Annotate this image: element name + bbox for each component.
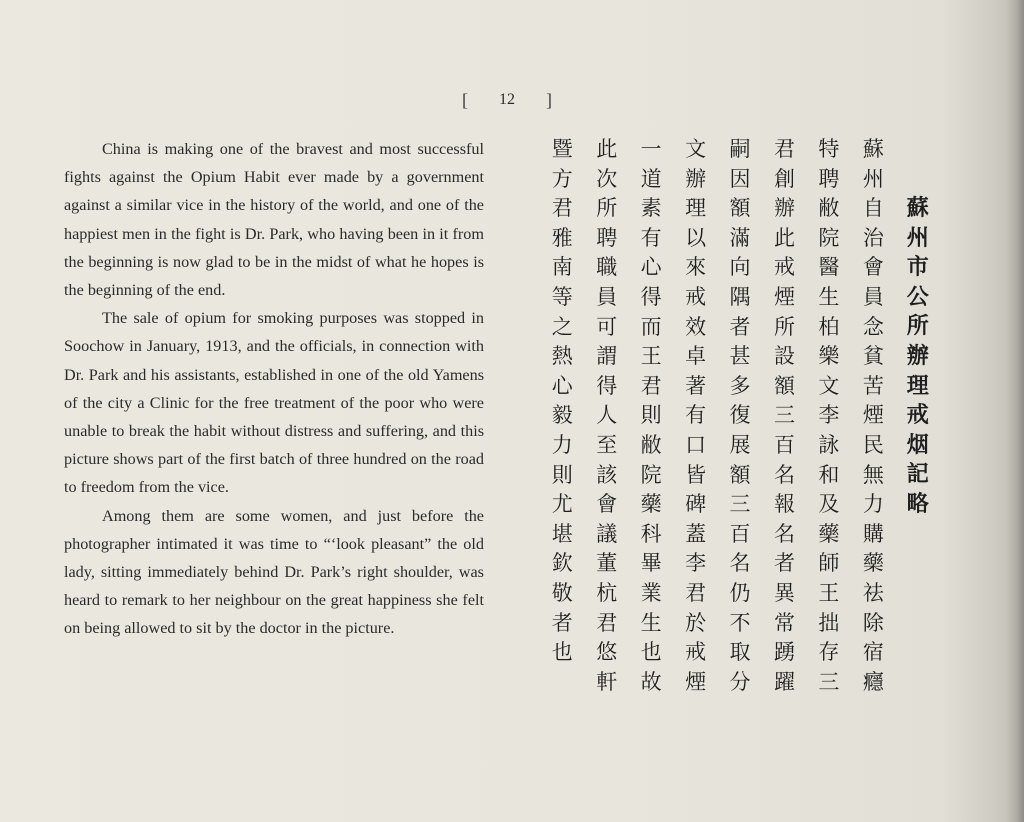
chinese-char: 君: [773, 137, 795, 161]
chinese-char: 者: [773, 551, 795, 576]
page-number-value: 12: [499, 91, 515, 108]
chinese-char: 君: [596, 610, 618, 635]
chinese-char: 展: [729, 432, 751, 457]
chinese-char: 至: [596, 432, 618, 457]
chinese-char: 暨: [551, 137, 573, 161]
chinese-char: 力: [551, 432, 573, 457]
chinese-char: 杭: [596, 580, 618, 605]
chinese-char: 和: [818, 462, 840, 487]
chinese-char: 院: [818, 225, 840, 250]
chinese-char: 一: [640, 137, 662, 161]
chinese-char: 詠: [818, 432, 840, 457]
chinese-char: 名: [773, 521, 795, 546]
chinese-char: 君: [551, 196, 573, 221]
chinese-char: 額: [729, 196, 751, 221]
chinese-char: 董: [596, 551, 618, 576]
chinese-char: 師: [818, 551, 840, 576]
chinese-char: 畢: [640, 551, 662, 576]
chinese-char: 熱: [551, 344, 573, 369]
chinese-char: 有: [685, 403, 707, 428]
chinese-column-1: [851, 135, 895, 765]
chinese-char: 自: [862, 196, 884, 221]
chinese-char: 多: [729, 373, 751, 398]
page-number-right-bracket: ]: [546, 89, 552, 110]
chinese-column-5: [673, 135, 717, 765]
chinese-column-7: [585, 135, 629, 765]
chinese-char: 存: [818, 640, 840, 665]
chinese-char: 三: [729, 492, 751, 517]
chinese-char: 拙: [818, 610, 840, 635]
chinese-char: 也: [551, 640, 573, 665]
chinese-char: 州: [862, 166, 884, 191]
chinese-char: 蓋: [685, 521, 707, 546]
chinese-char: 貧: [862, 344, 884, 369]
page-number: [462, 88, 552, 112]
chinese-char: 因: [729, 166, 751, 191]
chinese-char: 向: [729, 255, 751, 280]
chinese-char: 名: [729, 551, 751, 576]
chinese-char: 煙: [685, 669, 707, 694]
chinese-char: 三: [773, 403, 795, 428]
chinese-char: 所: [596, 196, 618, 221]
chinese-char: 院: [640, 462, 662, 487]
chinese-char: 著: [685, 373, 707, 398]
chinese-char: 異: [773, 580, 795, 605]
chinese-char: 仍: [729, 580, 751, 605]
chinese-char: 科: [640, 521, 662, 546]
chinese-column-3: [762, 135, 806, 765]
chinese-char: 會: [862, 255, 884, 280]
chinese-char: 該: [596, 462, 618, 487]
chinese-char: 治: [862, 225, 884, 250]
chinese-title-char: 略: [906, 491, 929, 517]
chinese-char: 額: [773, 373, 795, 398]
chinese-char: 此: [596, 137, 618, 161]
chinese-char: 聘: [818, 166, 840, 191]
chinese-char: 者: [729, 314, 751, 339]
chinese-char: 則: [551, 462, 573, 487]
chinese-title-char: 公: [906, 284, 929, 310]
chinese-char: 故: [640, 669, 662, 694]
chinese-char: 以: [685, 225, 707, 250]
chinese-char: 職: [596, 255, 618, 280]
chinese-title-char: 理: [906, 373, 929, 399]
chinese-char: 創: [773, 166, 795, 191]
chinese-char: 雅: [551, 225, 573, 250]
chinese-char: 有: [640, 225, 662, 250]
chinese-char: 煙: [862, 403, 884, 428]
chinese-char: 者: [551, 610, 573, 635]
chinese-char: 碑: [685, 492, 707, 517]
chinese-title-char: 戒: [906, 403, 929, 429]
chinese-char: 醫: [818, 255, 840, 280]
chinese-char: 購: [862, 521, 884, 546]
chinese-char: 敝: [818, 196, 840, 221]
chinese-char: 辦: [773, 196, 795, 221]
chinese-char: 尤: [551, 492, 573, 517]
chinese-char: 軒: [596, 669, 618, 694]
chinese-char: 念: [862, 314, 884, 339]
chinese-char: 業: [640, 580, 662, 605]
page-number-left-bracket: [: [462, 89, 468, 110]
chinese-char: 戒: [685, 284, 707, 309]
chinese-char: 謂: [596, 344, 618, 369]
chinese-char: 戒: [685, 640, 707, 665]
chinese-title-char: 所: [906, 314, 929, 340]
chinese-title-char: 州: [906, 225, 929, 251]
chinese-char: 除: [862, 610, 884, 635]
chinese-char: 祛: [862, 580, 884, 605]
chinese-char: 生: [818, 284, 840, 309]
chinese-char: 額: [729, 462, 751, 487]
chinese-title-char: 市: [906, 255, 929, 281]
english-paragraph-2: The sale of opium for smoking purposes was stopped in Soochow in January, 1913, and the officials, in connection with Dr. Park and his assistants, established in one of the old Yamens of the city a Clinic for the free treatment of the poor who were unable to break the habit without distress and suffering, and this picture shows part of the first batch of three hundred on the road to freedom from the vice.: [64, 309, 484, 497]
english-paragraph-3: Among them are some women, and just before the photographer intimated it was time to “‘look pleasant” the old lady, sitting immediately behind Dr. Park’s right shoulder, was heard to remark to her neighbour on the great happiness she felt on being allowed to sit by the doctor in the picture.: [64, 506, 484, 638]
chinese-char: 無: [862, 462, 884, 487]
chinese-char: 所: [773, 314, 795, 339]
chinese-char: 心: [640, 255, 662, 280]
chinese-char: 次: [596, 166, 618, 191]
chinese-title-char: 記: [906, 462, 929, 488]
chinese-char: 百: [729, 521, 751, 546]
page-edge-shadow: [1006, 0, 1024, 822]
chinese-char: 也: [640, 640, 662, 665]
chinese-char: 設: [773, 344, 795, 369]
chinese-char: 力: [862, 492, 884, 517]
chinese-char: 口: [685, 432, 707, 457]
chinese-char: 此: [773, 225, 795, 250]
chinese-char: 蘇: [862, 137, 884, 161]
chinese-char: 戒: [773, 255, 795, 280]
chinese-char: 聘: [596, 225, 618, 250]
chinese-char: 心: [551, 373, 573, 398]
chinese-char: 滿: [729, 225, 751, 250]
english-text-block: [64, 135, 484, 643]
chinese-char: 李: [818, 403, 840, 428]
chinese-char: 藥: [818, 521, 840, 546]
chinese-char: 不: [729, 610, 751, 635]
chinese-char: 則: [640, 403, 662, 428]
chinese-title-char: 蘇: [906, 196, 929, 221]
chinese-text-block: [540, 135, 940, 765]
chinese-char: 道: [640, 166, 662, 191]
chinese-char: 方: [551, 166, 573, 191]
chinese-char: 文: [685, 137, 707, 161]
chinese-char: 毅: [551, 403, 573, 428]
chinese-char: 君: [640, 373, 662, 398]
chinese-char: 君: [685, 580, 707, 605]
chinese-column-4: [718, 135, 762, 765]
chinese-char: 百: [773, 432, 795, 457]
chinese-char: 敝: [640, 432, 662, 457]
chinese-char: 員: [596, 284, 618, 309]
chinese-char: 議: [596, 521, 618, 546]
chinese-char: 柏: [818, 314, 840, 339]
chinese-title-char: 辦: [906, 343, 929, 369]
chinese-char: 特: [818, 137, 840, 161]
chinese-char: 樂: [818, 344, 840, 369]
chinese-char: 分: [729, 669, 751, 694]
chinese-char: 辦: [685, 166, 707, 191]
chinese-char: 皆: [685, 462, 707, 487]
chinese-char: 敬: [551, 580, 573, 605]
chinese-char: 王: [640, 344, 662, 369]
chinese-char: 癮: [862, 669, 884, 694]
chinese-char: 卓: [685, 344, 707, 369]
chinese-column-8: [540, 135, 584, 765]
chinese-char: 宿: [862, 640, 884, 665]
chinese-char: 等: [551, 284, 573, 309]
chinese-char: 取: [729, 640, 751, 665]
chinese-char: 名: [773, 462, 795, 487]
english-paragraph-1: China is making one of the bravest and most successful fights against the Opium Habit ever made by a government against a similar vice in the history of the world, and one of the happiest men in the fight is Dr. Park, who having been in it from the beginning is now glad to be in the midst of what he hopes is the beginning of the end.: [64, 140, 484, 300]
chinese-char: 常: [773, 610, 795, 635]
chinese-char: 欽: [551, 551, 573, 576]
chinese-char: 躍: [773, 669, 795, 694]
chinese-column-6: [629, 135, 673, 765]
chinese-char: 人: [596, 403, 618, 428]
chinese-char: 踴: [773, 640, 795, 665]
chinese-char: 藥: [640, 492, 662, 517]
chinese-char: 甚: [729, 344, 751, 369]
chinese-char: 報: [773, 492, 795, 517]
chinese-title: [896, 135, 940, 765]
chinese-char: 之: [551, 314, 573, 339]
chinese-char: 悠: [596, 640, 618, 665]
chinese-title-char: 烟: [906, 432, 929, 458]
chinese-char: 苦: [862, 373, 884, 398]
chinese-char: 李: [685, 551, 707, 576]
chinese-char: 三: [818, 669, 840, 694]
chinese-char: 藥: [862, 551, 884, 576]
chinese-char: 煙: [773, 284, 795, 309]
chinese-column-2: [807, 135, 851, 765]
chinese-char: 素: [640, 196, 662, 221]
chinese-char: 文: [818, 373, 840, 398]
chinese-char: 及: [818, 492, 840, 517]
chinese-char: 生: [640, 610, 662, 635]
chinese-char: 得: [640, 284, 662, 309]
chinese-char: 隅: [729, 284, 751, 309]
chinese-char: 而: [640, 314, 662, 339]
chinese-char: 民: [862, 432, 884, 457]
chinese-char: 嗣: [729, 137, 751, 161]
chinese-char: 堪: [551, 521, 573, 546]
chinese-char: 效: [685, 314, 707, 339]
chinese-char: 復: [729, 403, 751, 428]
chinese-char: 來: [685, 255, 707, 280]
chinese-char: 員: [862, 284, 884, 309]
chinese-char: 於: [685, 610, 707, 635]
chinese-char: 南: [551, 255, 573, 280]
chinese-char: 得: [596, 373, 618, 398]
chinese-char: 理: [685, 196, 707, 221]
chinese-char: 王: [818, 580, 840, 605]
chinese-char: 會: [596, 492, 618, 517]
chinese-char: 可: [596, 314, 618, 339]
